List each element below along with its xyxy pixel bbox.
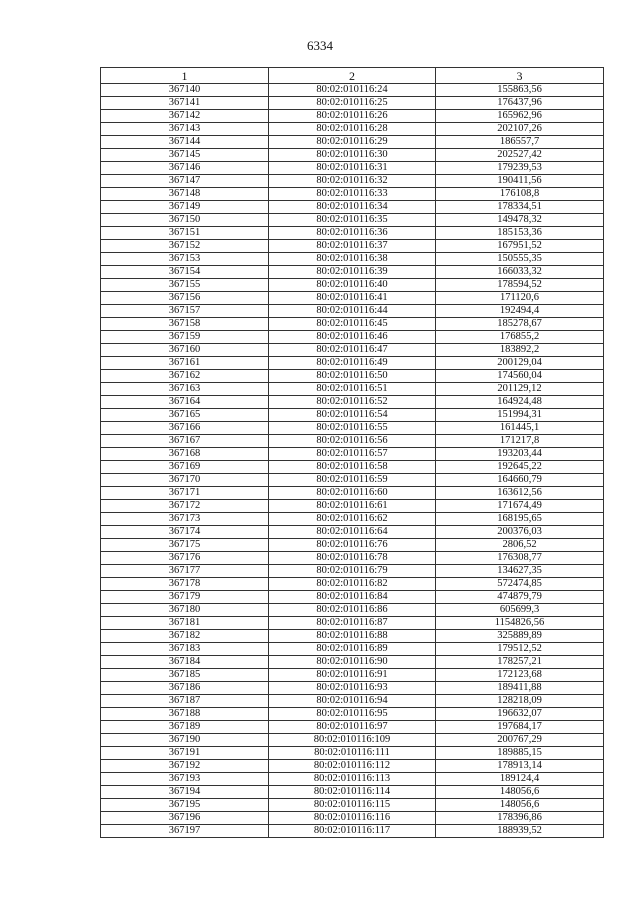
cadastral-number-cell: 80:02:010116:52	[269, 396, 436, 409]
table-row	[101, 682, 604, 695]
row-number-cell: 367185	[101, 669, 269, 682]
row-number-cell: 367180	[101, 604, 269, 617]
table-row	[101, 396, 604, 409]
row-number-cell: 367153	[101, 253, 269, 266]
cadastral-number-cell: 80:02:010116:29	[269, 136, 436, 149]
table-row	[101, 370, 604, 383]
value-cell: 189124,4	[436, 773, 604, 786]
value-cell: 178257,21	[436, 656, 604, 669]
cadastral-number-cell: 80:02:010116:114	[269, 786, 436, 799]
table-row	[101, 500, 604, 513]
row-number-cell: 367142	[101, 110, 269, 123]
page-number: 6334	[307, 38, 333, 53]
cadastral-number-cell: 80:02:010116:116	[269, 812, 436, 825]
cadastral-number-cell: 80:02:010116:64	[269, 526, 436, 539]
row-number-cell: 367155	[101, 279, 269, 292]
row-number-cell: 367178	[101, 578, 269, 591]
row-number-cell: 367170	[101, 474, 269, 487]
table-row	[101, 825, 604, 838]
cadastral-number-cell: 80:02:010116:47	[269, 344, 436, 357]
value-cell: 185153,36	[436, 227, 604, 240]
row-number-cell: 367167	[101, 435, 269, 448]
value-cell: 176855,2	[436, 331, 604, 344]
table-row	[101, 643, 604, 656]
value-cell: 150555,35	[436, 253, 604, 266]
table-row	[101, 786, 604, 799]
data-table	[100, 67, 604, 838]
table-row	[101, 773, 604, 786]
table-row	[101, 617, 604, 630]
cadastral-number-cell: 80:02:010116:86	[269, 604, 436, 617]
cadastral-number-cell: 80:02:010116:57	[269, 448, 436, 461]
cadastral-number-cell: 80:02:010116:78	[269, 552, 436, 565]
row-number-cell: 367189	[101, 721, 269, 734]
row-number-cell: 367158	[101, 318, 269, 331]
table-row	[101, 227, 604, 240]
table-row	[101, 760, 604, 773]
cadastral-number-cell: 80:02:010116:82	[269, 578, 436, 591]
cadastral-number-cell: 80:02:010116:37	[269, 240, 436, 253]
row-number-cell: 367196	[101, 812, 269, 825]
row-number-cell: 367187	[101, 695, 269, 708]
table-row	[101, 292, 604, 305]
table-row	[101, 84, 604, 97]
value-cell: 189411,88	[436, 682, 604, 695]
cadastral-number-cell: 80:02:010116:31	[269, 162, 436, 175]
row-number-cell: 367164	[101, 396, 269, 409]
value-cell: 164924,48	[436, 396, 604, 409]
row-number-cell: 367147	[101, 175, 269, 188]
table-row	[101, 331, 604, 344]
cadastral-number-cell: 80:02:010116:34	[269, 201, 436, 214]
table-row	[101, 344, 604, 357]
value-cell: 200767,29	[436, 734, 604, 747]
cadastral-number-cell: 80:02:010116:94	[269, 695, 436, 708]
value-cell: 202527,42	[436, 149, 604, 162]
cadastral-number-cell: 80:02:010116:61	[269, 500, 436, 513]
row-number-cell: 367161	[101, 357, 269, 370]
table-row	[101, 526, 604, 539]
value-cell: 185278,67	[436, 318, 604, 331]
value-cell: 183892,2	[436, 344, 604, 357]
value-cell: 192645,22	[436, 461, 604, 474]
cadastral-number-cell: 80:02:010116:84	[269, 591, 436, 604]
row-number-cell: 367173	[101, 513, 269, 526]
cadastral-number-cell: 80:02:010116:46	[269, 331, 436, 344]
value-cell: 192494,4	[436, 305, 604, 318]
row-number-cell: 367149	[101, 201, 269, 214]
row-number-cell: 367183	[101, 643, 269, 656]
row-number-cell: 367193	[101, 773, 269, 786]
cadastral-number-cell: 80:02:010116:36	[269, 227, 436, 240]
cadastral-number-cell: 80:02:010116:28	[269, 123, 436, 136]
cadastral-number-cell: 80:02:010116:45	[269, 318, 436, 331]
value-cell: 128218,09	[436, 695, 604, 708]
row-number-cell: 367143	[101, 123, 269, 136]
cadastral-number-cell: 80:02:010116:58	[269, 461, 436, 474]
row-number-cell: 367141	[101, 97, 269, 110]
value-cell: 202107,26	[436, 123, 604, 136]
row-number-cell: 367169	[101, 461, 269, 474]
table-row	[101, 422, 604, 435]
cadastral-number-cell: 80:02:010116:54	[269, 409, 436, 422]
value-cell: 167951,52	[436, 240, 604, 253]
table-row	[101, 97, 604, 110]
value-cell: 148056,6	[436, 786, 604, 799]
row-number-cell: 367156	[101, 292, 269, 305]
table-row	[101, 734, 604, 747]
value-cell: 572474,85	[436, 578, 604, 591]
value-cell: 134627,35	[436, 565, 604, 578]
column-header-3: 3	[436, 68, 604, 84]
table-row	[101, 279, 604, 292]
table-row	[101, 695, 604, 708]
value-cell: 178913,14	[436, 760, 604, 773]
table-row	[101, 188, 604, 201]
cadastral-number-cell: 80:02:010116:24	[269, 84, 436, 97]
row-number-cell: 367192	[101, 760, 269, 773]
value-cell: 1154826,56	[436, 617, 604, 630]
value-cell: 163612,56	[436, 487, 604, 500]
value-cell: 151994,31	[436, 409, 604, 422]
table-row	[101, 799, 604, 812]
table-row	[101, 474, 604, 487]
cadastral-number-cell: 80:02:010116:40	[269, 279, 436, 292]
row-number-cell: 367162	[101, 370, 269, 383]
column-header-1: 1	[101, 68, 269, 84]
table-row	[101, 136, 604, 149]
row-number-cell: 367174	[101, 526, 269, 539]
cadastral-number-cell: 80:02:010116:88	[269, 630, 436, 643]
table-row	[101, 383, 604, 396]
cadastral-number-cell: 80:02:010116:79	[269, 565, 436, 578]
cadastral-number-cell: 80:02:010116:89	[269, 643, 436, 656]
table-row	[101, 253, 604, 266]
cadastral-number-cell: 80:02:010116:76	[269, 539, 436, 552]
table-row	[101, 812, 604, 825]
value-cell: 176437,96	[436, 97, 604, 110]
value-cell: 149478,32	[436, 214, 604, 227]
cadastral-number-cell: 80:02:010116:95	[269, 708, 436, 721]
table-row	[101, 552, 604, 565]
row-number-cell: 367188	[101, 708, 269, 721]
cadastral-number-cell: 80:02:010116:115	[269, 799, 436, 812]
row-number-cell: 367160	[101, 344, 269, 357]
row-number-cell: 367157	[101, 305, 269, 318]
value-cell: 179239,53	[436, 162, 604, 175]
cadastral-number-cell: 80:02:010116:55	[269, 422, 436, 435]
value-cell: 2806,52	[436, 539, 604, 552]
cadastral-number-cell: 80:02:010116:32	[269, 175, 436, 188]
value-cell: 197684,17	[436, 721, 604, 734]
value-cell: 166033,32	[436, 266, 604, 279]
row-number-cell: 367186	[101, 682, 269, 695]
table-row	[101, 214, 604, 227]
row-number-cell: 367177	[101, 565, 269, 578]
row-number-cell: 367146	[101, 162, 269, 175]
column-header-2: 2	[269, 68, 436, 84]
table-row	[101, 318, 604, 331]
row-number-cell: 367168	[101, 448, 269, 461]
row-number-cell: 367190	[101, 734, 269, 747]
value-cell: 165962,96	[436, 110, 604, 123]
row-number-cell: 367165	[101, 409, 269, 422]
row-number-cell: 367175	[101, 539, 269, 552]
table-row	[101, 435, 604, 448]
value-cell: 179512,52	[436, 643, 604, 656]
cadastral-number-cell: 80:02:010116:117	[269, 825, 436, 838]
table-row	[101, 110, 604, 123]
table-row	[101, 123, 604, 136]
cadastral-number-cell: 80:02:010116:91	[269, 669, 436, 682]
cadastral-number-cell: 80:02:010116:97	[269, 721, 436, 734]
row-number-cell: 367144	[101, 136, 269, 149]
cadastral-number-cell: 80:02:010116:56	[269, 435, 436, 448]
row-number-cell: 367159	[101, 331, 269, 344]
value-cell: 200129,04	[436, 357, 604, 370]
cadastral-number-cell: 80:02:010116:60	[269, 487, 436, 500]
cadastral-number-cell: 80:02:010116:35	[269, 214, 436, 227]
cadastral-number-cell: 80:02:010116:109	[269, 734, 436, 747]
cadastral-number-cell: 80:02:010116:93	[269, 682, 436, 695]
cadastral-number-cell: 80:02:010116:38	[269, 253, 436, 266]
value-cell: 196632,07	[436, 708, 604, 721]
table-row	[101, 721, 604, 734]
table-row	[101, 604, 604, 617]
value-cell: 200376,03	[436, 526, 604, 539]
value-cell: 168195,65	[436, 513, 604, 526]
value-cell: 193203,44	[436, 448, 604, 461]
value-cell: 189885,15	[436, 747, 604, 760]
table-row	[101, 448, 604, 461]
table-row	[101, 461, 604, 474]
value-cell: 172123,68	[436, 669, 604, 682]
table-row	[101, 487, 604, 500]
row-number-cell: 367151	[101, 227, 269, 240]
row-number-cell: 367195	[101, 799, 269, 812]
row-number-cell: 367194	[101, 786, 269, 799]
row-number-cell: 367152	[101, 240, 269, 253]
value-cell: 171674,49	[436, 500, 604, 513]
cadastral-number-cell: 80:02:010116:39	[269, 266, 436, 279]
value-cell: 164660,79	[436, 474, 604, 487]
table-row	[101, 669, 604, 682]
table-row	[101, 162, 604, 175]
table-row	[101, 656, 604, 669]
value-cell: 188939,52	[436, 825, 604, 838]
table-row	[101, 565, 604, 578]
row-number-cell: 367163	[101, 383, 269, 396]
table-body	[101, 84, 604, 838]
value-cell: 325889,89	[436, 630, 604, 643]
cadastral-number-cell: 80:02:010116:33	[269, 188, 436, 201]
cadastral-number-cell: 80:02:010116:49	[269, 357, 436, 370]
table-row	[101, 578, 604, 591]
value-cell: 176308,77	[436, 552, 604, 565]
value-cell: 171120,6	[436, 292, 604, 305]
table-row	[101, 305, 604, 318]
cadastral-number-cell: 80:02:010116:50	[269, 370, 436, 383]
cadastral-number-cell: 80:02:010116:41	[269, 292, 436, 305]
cadastral-number-cell: 80:02:010116:26	[269, 110, 436, 123]
table-row	[101, 591, 604, 604]
value-cell: 161445,1	[436, 422, 604, 435]
table-row	[101, 409, 604, 422]
cadastral-number-cell: 80:02:010116:62	[269, 513, 436, 526]
table-row	[101, 149, 604, 162]
value-cell: 148056,6	[436, 799, 604, 812]
value-cell: 474879,79	[436, 591, 604, 604]
row-number-cell: 367184	[101, 656, 269, 669]
value-cell: 176108,8	[436, 188, 604, 201]
value-cell: 178334,51	[436, 201, 604, 214]
cadastral-number-cell: 80:02:010116:111	[269, 747, 436, 760]
row-number-cell: 367181	[101, 617, 269, 630]
row-number-cell: 367171	[101, 487, 269, 500]
value-cell: 178396,86	[436, 812, 604, 825]
table-row	[101, 201, 604, 214]
row-number-cell: 367166	[101, 422, 269, 435]
cadastral-number-cell: 80:02:010116:59	[269, 474, 436, 487]
cadastral-number-cell: 80:02:010116:51	[269, 383, 436, 396]
value-cell: 190411,56	[436, 175, 604, 188]
table-header-row	[101, 68, 604, 84]
cadastral-number-cell: 80:02:010116:112	[269, 760, 436, 773]
row-number-cell: 367197	[101, 825, 269, 838]
table-row	[101, 240, 604, 253]
cadastral-number-cell: 80:02:010116:113	[269, 773, 436, 786]
table-row	[101, 357, 604, 370]
cadastral-number-cell: 80:02:010116:25	[269, 97, 436, 110]
row-number-cell: 367145	[101, 149, 269, 162]
cadastral-number-cell: 80:02:010116:87	[269, 617, 436, 630]
value-cell: 186557,7	[436, 136, 604, 149]
row-number-cell: 367154	[101, 266, 269, 279]
value-cell: 171217,8	[436, 435, 604, 448]
value-cell: 201129,12	[436, 383, 604, 396]
table-row	[101, 539, 604, 552]
cadastral-number-cell: 80:02:010116:44	[269, 305, 436, 318]
table-row	[101, 747, 604, 760]
cadastral-number-cell: 80:02:010116:30	[269, 149, 436, 162]
table-row	[101, 630, 604, 643]
value-cell: 155863,56	[436, 84, 604, 97]
table-row	[101, 708, 604, 721]
table-row	[101, 175, 604, 188]
cadastral-number-cell: 80:02:010116:90	[269, 656, 436, 669]
table-row	[101, 513, 604, 526]
value-cell: 174560,04	[436, 370, 604, 383]
row-number-cell: 367150	[101, 214, 269, 227]
row-number-cell: 367182	[101, 630, 269, 643]
value-cell: 605699,3	[436, 604, 604, 617]
row-number-cell: 367140	[101, 84, 269, 97]
row-number-cell: 367179	[101, 591, 269, 604]
value-cell: 178594,52	[436, 279, 604, 292]
row-number-cell: 367148	[101, 188, 269, 201]
row-number-cell: 367191	[101, 747, 269, 760]
row-number-cell: 367176	[101, 552, 269, 565]
table-row	[101, 266, 604, 279]
row-number-cell: 367172	[101, 500, 269, 513]
